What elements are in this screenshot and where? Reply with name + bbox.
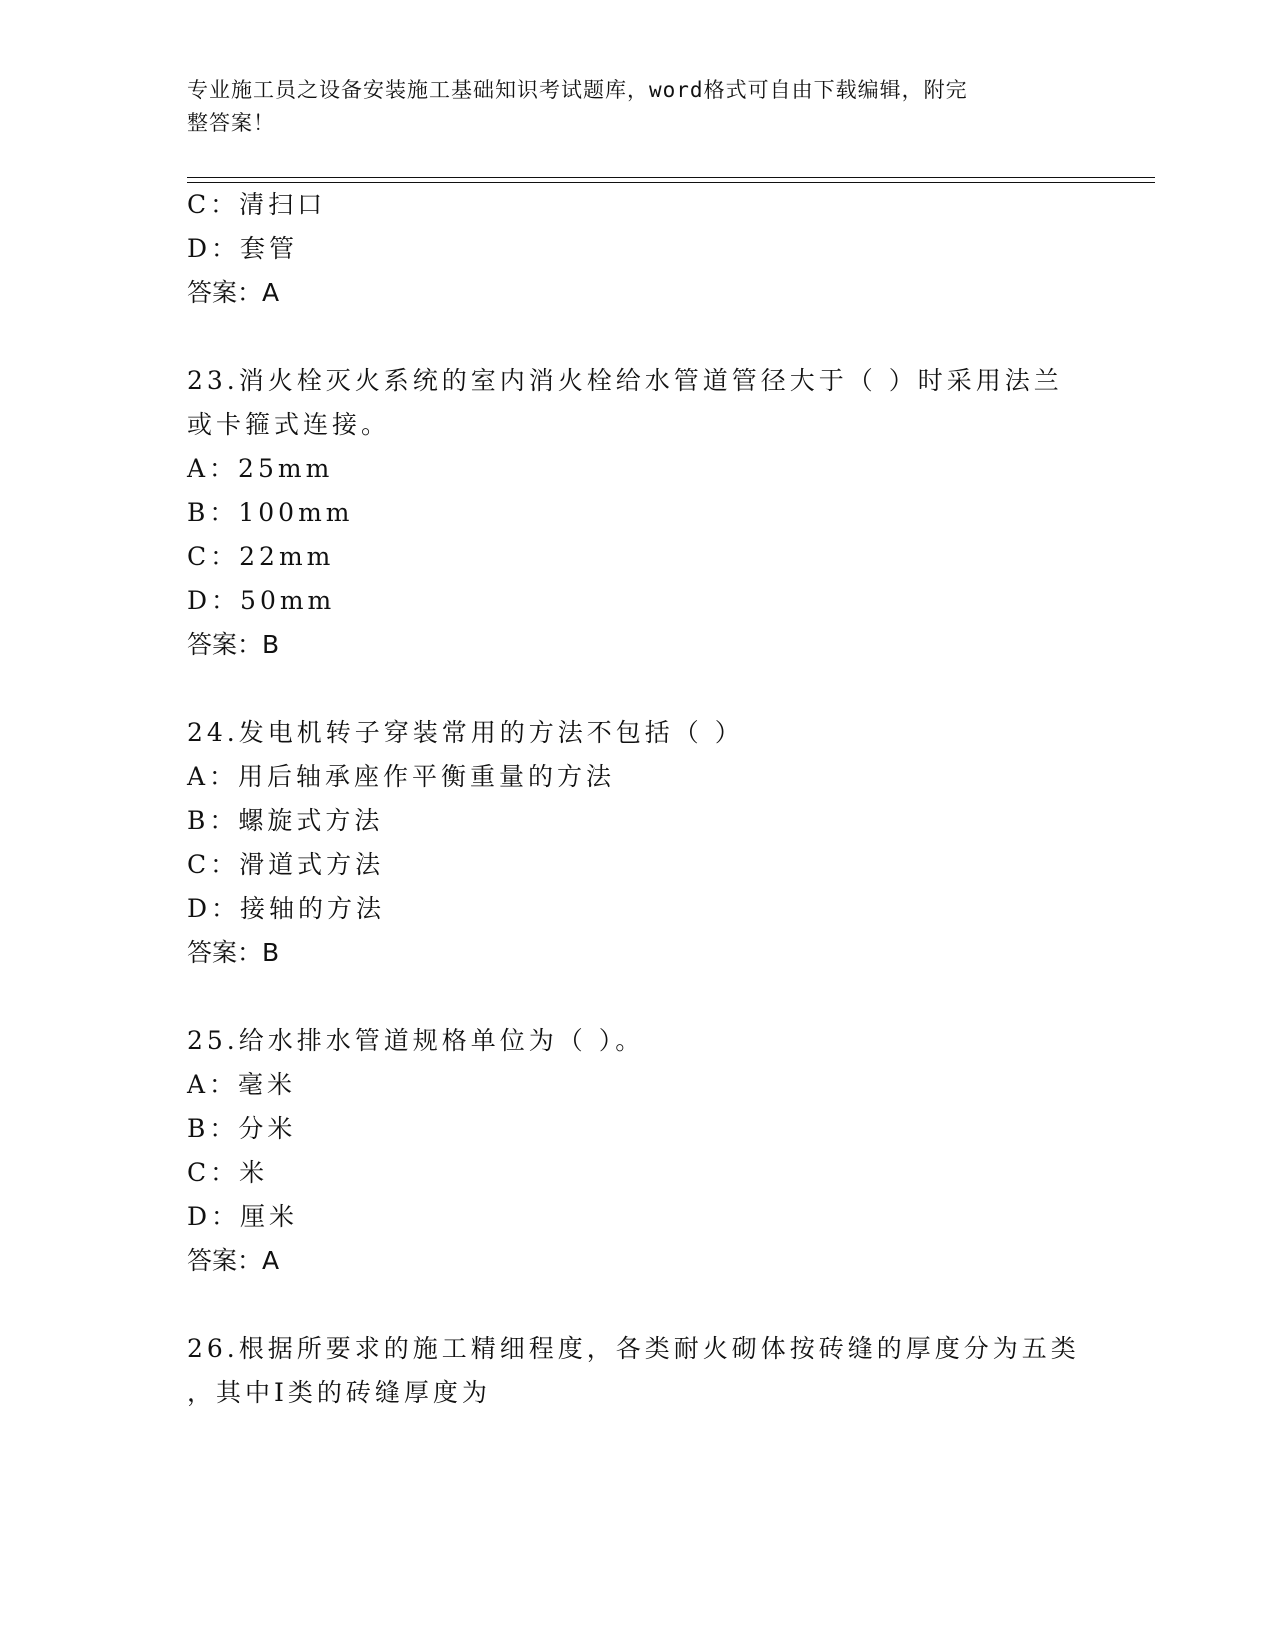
question-25-option-c: C：米 bbox=[187, 1158, 269, 1187]
question-25-stem-line-1: 25.给水排水管道规格单位为（ ）。 bbox=[187, 1026, 645, 1055]
question-23-option-b: B：100mm bbox=[187, 498, 354, 527]
question-25-option-a: A：毫米 bbox=[187, 1070, 297, 1099]
question-26-stem-line-2: ，其中I类的砖缝厚度为 bbox=[187, 1378, 491, 1407]
question-24-stem-line-1: 24.发电机转子穿装常用的方法不包括（ ） bbox=[187, 718, 744, 747]
question-25-option-b: B：分米 bbox=[187, 1114, 297, 1143]
question-24-option-a: A：用后轴承座作平衡重量的方法 bbox=[187, 762, 616, 791]
question-23-stem-line-2: 或卡箍式连接。 bbox=[187, 410, 391, 439]
question-24-option-d: D：接轴的方法 bbox=[187, 894, 386, 923]
question-23-option-a: A：25mm bbox=[187, 454, 334, 483]
header-line-2: 整答案！ bbox=[187, 111, 275, 135]
question-24-answer: 答案：B bbox=[187, 938, 280, 967]
question-25-option-d: D：厘米 bbox=[187, 1202, 299, 1231]
answer-line: 答案：A bbox=[187, 278, 280, 307]
document-header bbox=[187, 74, 1067, 140]
option-d: D：套管 bbox=[187, 234, 299, 263]
header-divider-bottom bbox=[187, 182, 1155, 183]
question-26-stem-line-1: 26.根据所要求的施工精细程度，各类耐火砌体按砖缝的厚度分为五类 bbox=[187, 1334, 1080, 1363]
question-24-option-b: B：螺旋式方法 bbox=[187, 806, 384, 835]
question-23-stem-line-1: 23.消火栓灭火系统的室内消火栓给水管道管径大于（ ）时采用法兰 bbox=[187, 366, 1063, 395]
option-c: C：清扫口 bbox=[187, 190, 327, 219]
question-23-answer: 答案：B bbox=[187, 630, 280, 659]
question-23-option-c: C：22mm bbox=[187, 542, 335, 571]
question-25-answer: 答案：A bbox=[187, 1246, 280, 1275]
header-line-1: 专业施工员之设备安装施工基础知识考试题库，word格式可自由下载编辑，附完 bbox=[187, 78, 968, 102]
question-23-option-d: D：50mm bbox=[187, 586, 336, 615]
header-divider-top bbox=[187, 177, 1155, 178]
question-24-option-c: C：滑道式方法 bbox=[187, 850, 385, 879]
